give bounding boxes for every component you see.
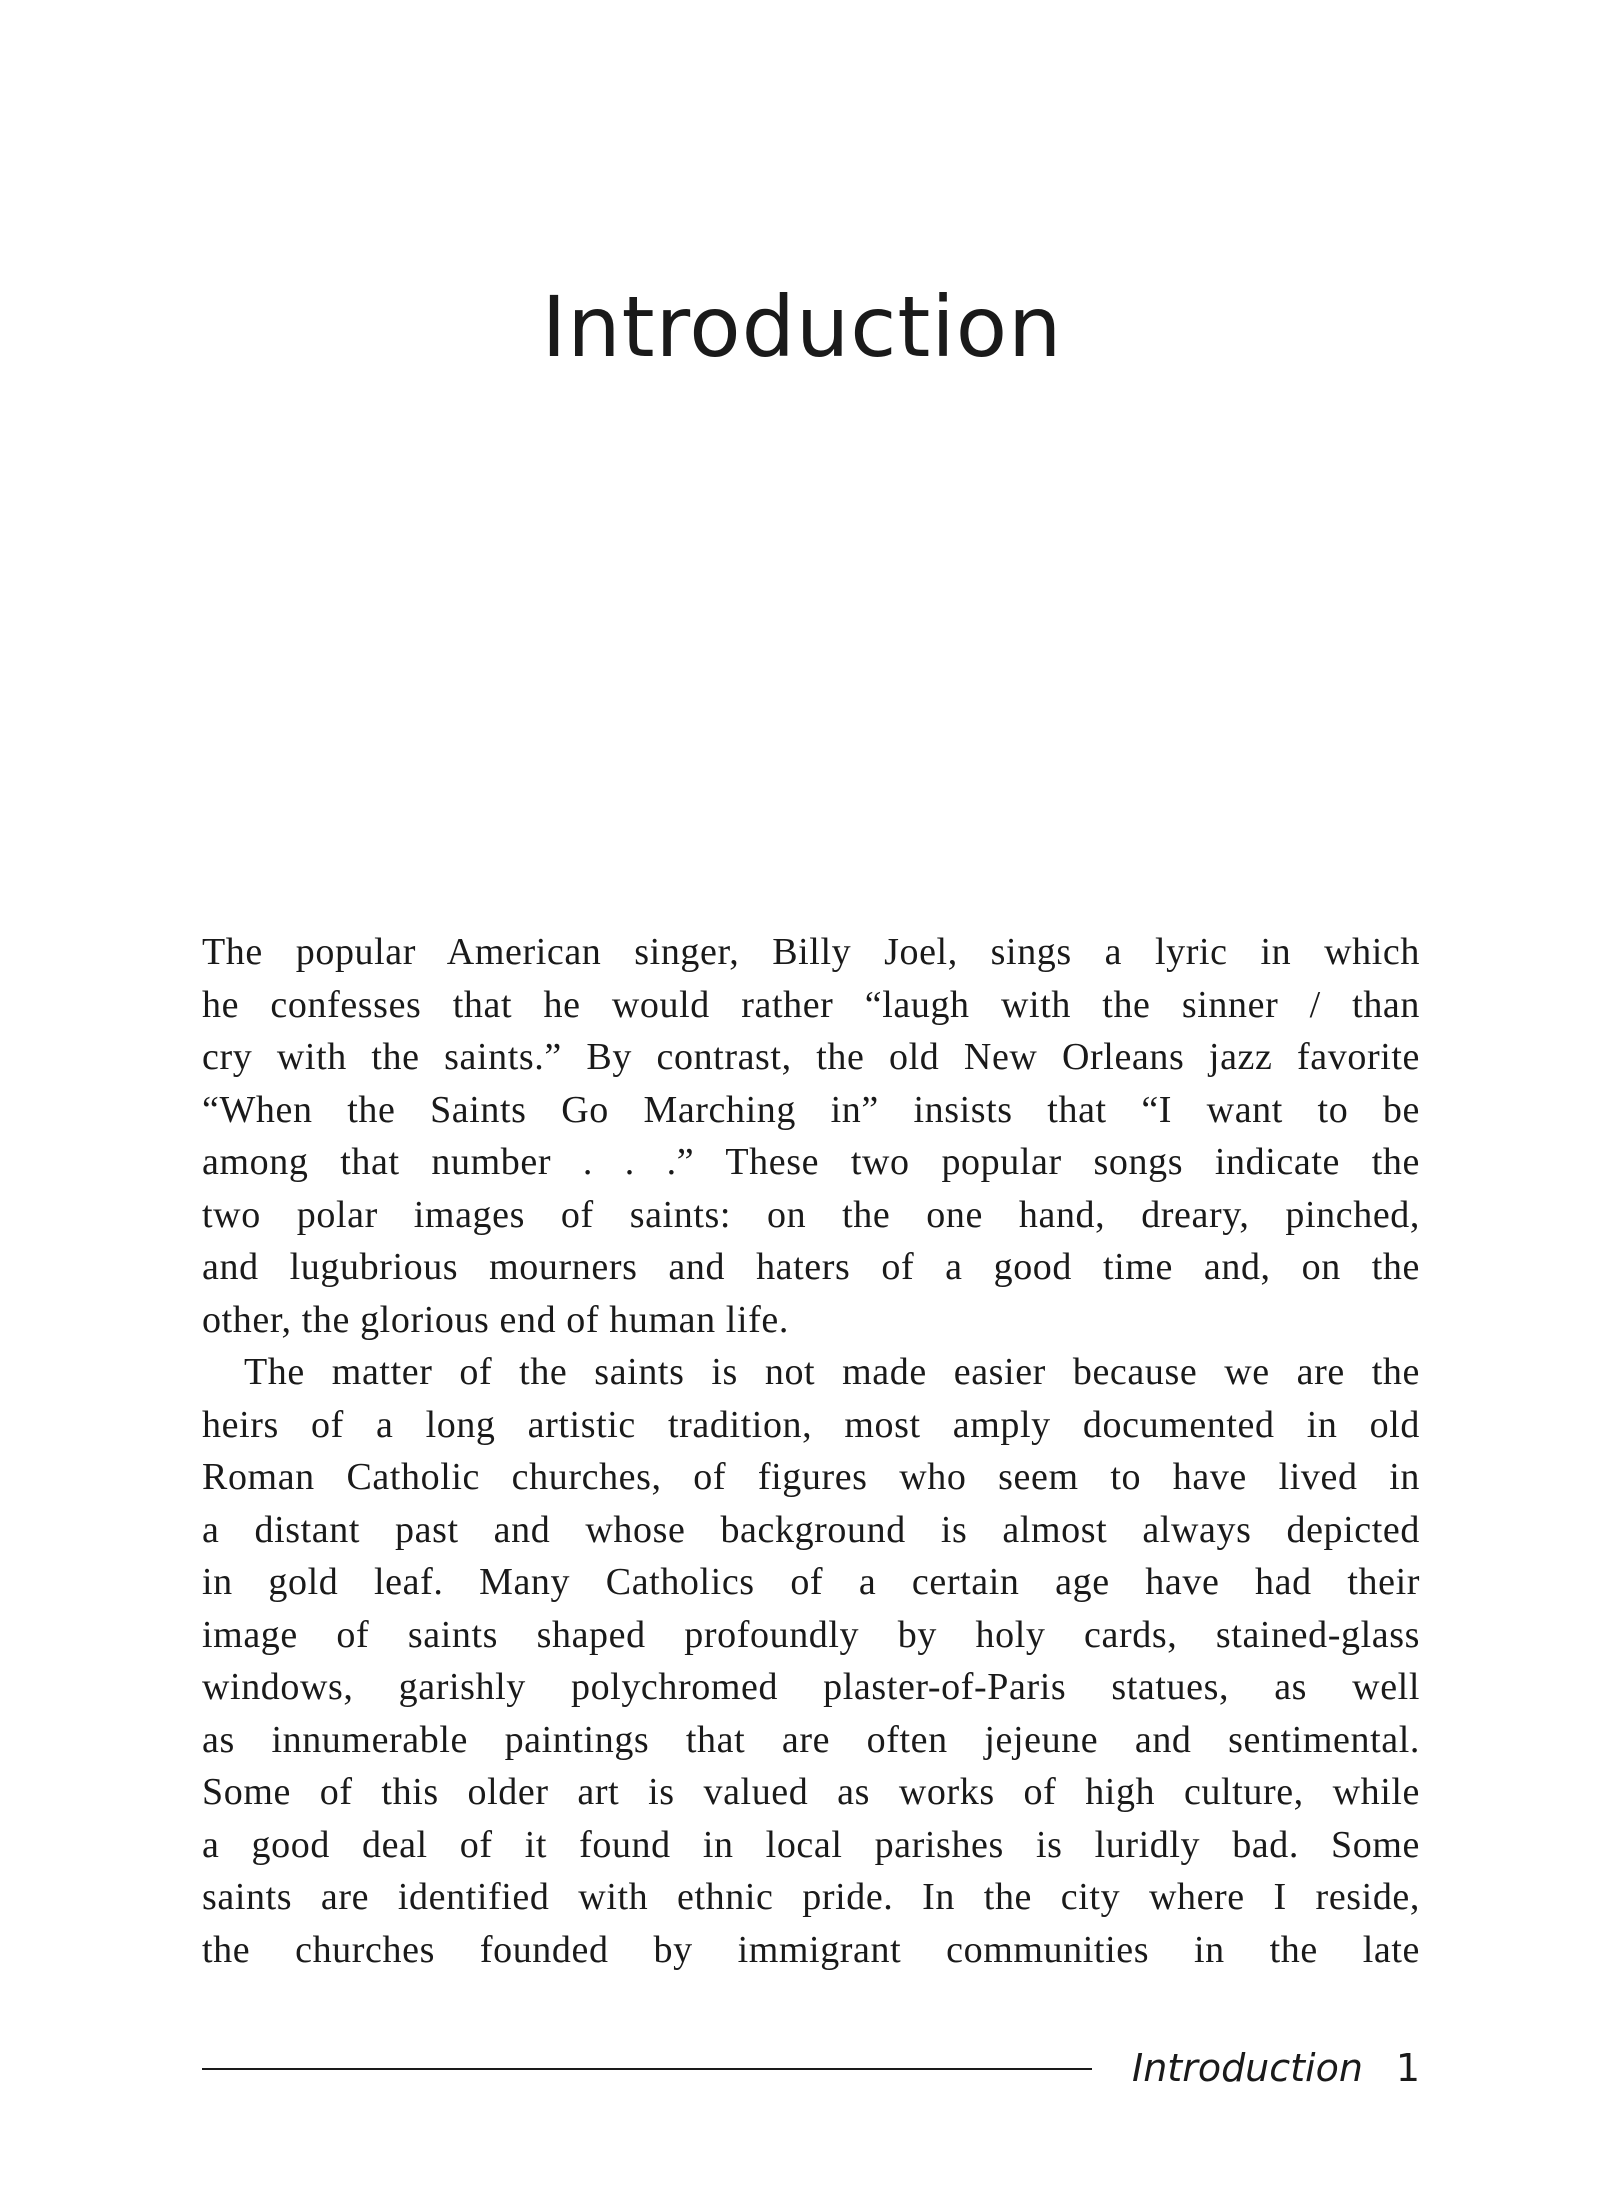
- text-line: Roman Catholic churches, of figures who seem to have lived in: [202, 1456, 1420, 1498]
- text-line: the churches founded by immigrant communities in the late: [202, 1928, 1420, 1971]
- text-line: Some of this older art is valued as works of high culture, while: [202, 1771, 1420, 1813]
- text-line: cry with the saints.” By contrast, the old New Orleans jazz favorite: [202, 1036, 1420, 1078]
- body-text: [202, 926, 1420, 1976]
- text-line: and lugubrious mourners and haters of a good time and, on the: [202, 1246, 1420, 1288]
- chapter-title: Introduction: [541, 278, 1063, 376]
- text-line: he confesses that he would rather “laugh with the sinner / than: [202, 983, 1420, 1026]
- text-line: saints are identified with ethnic pride. In the city where I reside,: [202, 1876, 1420, 1918]
- text-line: a good deal of it found in local parishes is luridly bad. Some: [202, 1823, 1420, 1866]
- text-line: a distant past and whose background is almost always depicted: [202, 1508, 1420, 1551]
- running-title: Introduction: [1132, 2046, 1363, 2090]
- text-line: other, the glorious end of human life.: [202, 1298, 789, 1341]
- text-line: as innumerable paintings that are often jejeune and sentimental.: [202, 1718, 1420, 1761]
- text-line: The popular American singer, Billy Joel, sings a lyric in which: [202, 931, 1420, 973]
- text-line: The matter of the saints is not made easier because we are the: [244, 1351, 1420, 1393]
- page-footer: [202, 2044, 1420, 2090]
- text-line: heirs of a long artistic tradition, most amply documented in old: [202, 1403, 1420, 1446]
- footer-rule: [202, 2068, 1092, 2070]
- text-line: “When the Saints Go Marching in” insists that “I want to be: [202, 1088, 1420, 1131]
- text-line: in gold leaf. Many Catholics of a certain age have had their: [202, 1561, 1420, 1603]
- text-line: windows, garishly polychromed plaster-of-Paris statues, as well: [202, 1666, 1420, 1708]
- text-line: among that number . . .” These two popular songs indicate the: [202, 1141, 1420, 1183]
- page-number: 1: [1395, 2046, 1420, 2090]
- text-line: two polar images of saints: on the one hand, dreary, pinched,: [202, 1193, 1420, 1236]
- text-line: image of saints shaped profoundly by holy cards, stained-glass: [202, 1613, 1420, 1656]
